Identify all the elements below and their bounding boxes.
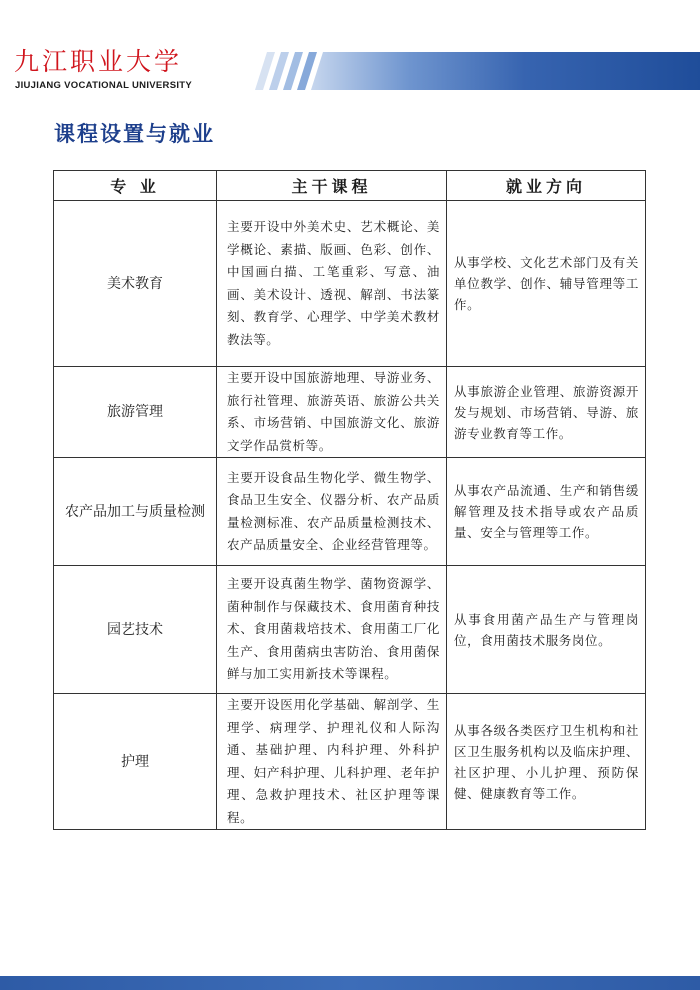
- courses-cell: 主要开设真菌生物学、菌物资源学、菌种制作与保藏技术、食用菌育种技术、食用菌栽培技术、食用菌工厂化生产、食用菌病虫害防治、食用菌保鲜与加工实用新技术等课程。: [217, 566, 447, 694]
- header-major: 专 业: [54, 171, 217, 201]
- jobs-cell: 从事各级各类医疗卫生机构和社区卫生服务机构以及临床护理、社区护理、小儿护理、预防保健、健康教育等工作。: [447, 694, 646, 830]
- table-row: [54, 201, 646, 367]
- header-stripe-banner: [255, 52, 700, 90]
- table-row: [54, 566, 646, 694]
- jobs-cell: 从事食用菌产品生产与管理岗位，食用菌技术服务岗位。: [447, 566, 646, 694]
- jobs-cell: 从事旅游企业管理、旅游资源开发与规划、市场营销、导游、旅游专业教育等工作。: [447, 367, 646, 458]
- courses-cell: 主要开设中外美术史、艺术概论、美学概论、素描、版画、色彩、创作、中国画白描、工笔重彩、写意、油画、美术设计、透视、解剖、书法篆刻、教育学、心理学、中学美术教材教法等。: [217, 201, 447, 367]
- table-row: [54, 458, 646, 566]
- major-cell: 旅游管理: [54, 367, 217, 458]
- table-row: [54, 694, 646, 830]
- course-employment-table: [53, 170, 646, 830]
- section-title: 课程设置与就业: [54, 122, 215, 146]
- jobs-cell: 从事学校、文化艺术部门及有关单位教学、创作、辅导管理等工作。: [447, 201, 646, 367]
- university-logo-chinese: 九江职业大学: [14, 47, 183, 76]
- table-header-row: [54, 171, 646, 201]
- jobs-cell: 从事农产品流通、生产和销售缓解管理及技术指导或农产品质量、安全与管理等工作。: [447, 458, 646, 566]
- major-cell: 护理: [54, 694, 217, 830]
- footer-bar: [0, 976, 700, 990]
- courses-cell: 主要开设医用化学基础、解剖学、生理学、病理学、护理礼仪和人际沟通、基础护理、内科护理、外科护理、妇产科护理、儿科护理、老年护理、急救护理技术、社区护理等课程。: [217, 694, 447, 830]
- university-logo-english: JIUJIANG VOCATIONAL UNIVERSITY: [15, 80, 193, 91]
- major-cell: 园艺技术: [54, 566, 217, 694]
- table-row: [54, 367, 646, 458]
- courses-cell: 主要开设食品生物化学、微生物学、食品卫生安全、仪器分析、农产品质量检测标准、农产品质量检测技术、农产品质量安全、企业经营管理等。: [217, 458, 447, 566]
- header-jobs: 就业方向: [447, 171, 646, 201]
- header-band-main: [311, 52, 700, 90]
- major-cell: 农产品加工与质量检测: [54, 458, 217, 566]
- major-cell: 美术教育: [54, 201, 217, 367]
- page-header: [0, 0, 700, 100]
- courses-cell: 主要开设中国旅游地理、导游业务、旅行社管理、旅游英语、旅游公共关系、市场营销、中国旅游文化、旅游文学作品赏析等。: [217, 367, 447, 458]
- header-courses: 主干课程: [217, 171, 447, 201]
